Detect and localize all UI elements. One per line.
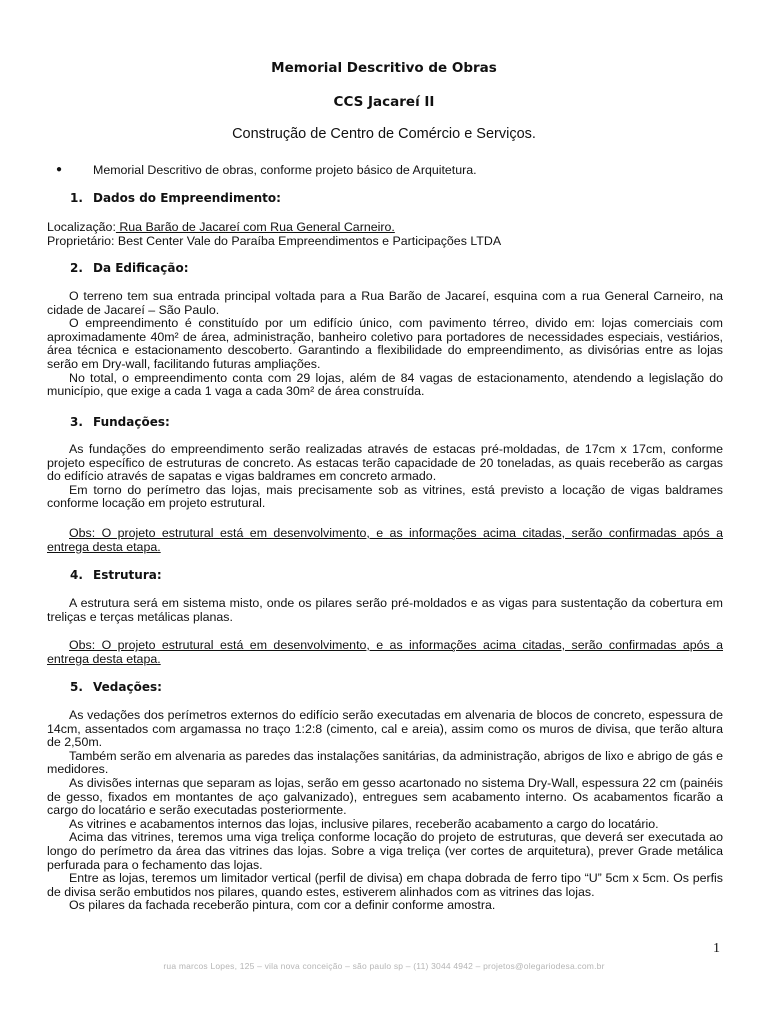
section-number: 5. [70, 680, 83, 694]
section-title: Da Edificação: [93, 261, 189, 275]
paragraph: O empreendimento é constituído por um edifício único, com pavimento térreo, divido em: lojas comerciais com aproximadamente 40m² de área, administração, banheiro coletivo para portadores de necessidades especiais, vestiários, área técnica e estacionamento descoberto. Garantindo a flexibilidade do empreendimento, as divisórias entre as lojas serão em Dry-wall, facilitando futuras ampliações. [47, 316, 723, 371]
paragraph: Também serão em alvenaria as paredes das instalações sanitárias, da administração, abrigos de lixo e abrigo de gás e medidores. [47, 748, 723, 777]
paragraph: O terreno tem sua entrada principal voltada para a Rua Barão de Jacareí, esquina com a rua General Carneiro, na cidade de Jacareí – São Paulo. [47, 289, 723, 317]
paragraph: As fundações do empreendimento serão realizadas através de estacas pré-moldadas, de 17cm x 17cm, conforme projeto específico de estruturas de concreto. As estacas terão capacidade de 20 toneladas, as quais receberão as cargas do edifício através de sapatas e vigas baldrames em concreto armado. [47, 442, 723, 484]
section-heading-1 [70, 192, 281, 206]
paragraph: As vitrines e acabamentos internos das lojas, inclusive pilares, receberão acabamento a cargo do locatário. [69, 816, 659, 831]
paragraph: A estrutura será em sistema misto, onde os pilares serão pré-moldados e as vigas para sustentação da cobertura em treliças e terças metálicas planas. [47, 596, 723, 624]
section-title: Vedações: [93, 680, 162, 694]
section-number: 3. [70, 415, 83, 429]
obs-note-1 [47, 527, 723, 554]
paragraph: Entre as lojas, teremos um limitador vertical (perfil de divisa) em chapa dobrada de ferro tipo “U” 5cm x 5cm. Os perfis de divisa serão embutidos nos pilares, quando estes, estiverem alinhados com as vitrines das lojas. [47, 871, 723, 899]
project-name: CCS Jacareí II [333, 94, 435, 110]
paragraph: Acima das vitrines, teremos uma viga treliça conforme locação do projeto de estruturas, que deverá ser executada ao longo do perímetro da área das vitrines das lojas. Sobre a viga treliça (ver cortes de arquitetura), prever Grade metálica perfurada para o fechamento das lojas. [47, 830, 723, 872]
paragraph: As divisões internas que separam as lojas, serão em gesso acartonado no sistema Dry-Wall, espessura 22 cm (painéis de gesso, fixados em montantes de aço galvanizado), entregues sem acabamento interno. Os acabamentos ficarão a cargo do locatário e serão executadas posteriormente. [47, 775, 723, 818]
section-title: Dados do Empreendimento: [93, 191, 281, 205]
section-heading-5 [70, 681, 162, 695]
section-heading-4 [70, 569, 162, 583]
paragraph: As vedações dos perímetros externos do edifício serão executadas em alvenaria de blocos de concreto, espessura de 14cm, assentados com argamassa no traço 1:2:8 (cimento, cal e areia), assim como os muros de divisa, que terão altura de 2,50m. [47, 708, 723, 750]
estrutura-block [47, 597, 723, 624]
section-title: Fundações: [93, 415, 170, 429]
vedacoes-block [47, 709, 723, 913]
document-subtitle: Construção de Centro de Comércio e Serviços. [232, 126, 536, 142]
section-title: Estrutura: [93, 568, 162, 582]
paragraph: Em torno do perímetro das lojas, mais precisamente sob as vitrines, está previsto a locação de vigas baldrames conforme locação em projeto estrutural. [47, 482, 723, 511]
localizacao-label: Localização: [47, 220, 116, 234]
section-heading-2 [70, 262, 189, 276]
section-number: 2. [70, 261, 83, 275]
page-number: 1 [713, 941, 720, 956]
page-footer: rua marcos Lopes, 125 – vila nova conceição – são paulo sp – (11) 3044 4942 – projetos@olegariodesa.com.br [163, 961, 605, 971]
localizacao-value: Rua Barão de Jacareí com Rua General Carneiro. [115, 220, 395, 234]
obs-text: Obs: O projeto estrutural está em desenvolvimento, e as informações acima citadas, serão confirmadas após a entrega desta etapa. [47, 526, 723, 554]
proprietario-line: Proprietário: Best Center Vale do Paraíba Empreendimentos e Participações LTDA [47, 233, 502, 248]
section-number: 4. [70, 568, 83, 582]
paragraph: No total, o empreendimento conta com 29 lojas, além de 84 vagas de estacionamento, atendendo a legislação do município, que exige a cada 1 vaga a cada 30m² de área construída. [47, 370, 723, 399]
fundacoes-block [47, 443, 723, 511]
section-heading-3 [70, 416, 170, 430]
dados-block [47, 221, 723, 248]
paragraph: Os pilares da fachada receberão pintura, com cor a definir conforme amostra. [69, 898, 496, 913]
bullet-icon: ● [56, 164, 63, 175]
document-title: Memorial Descritivo de Obras [271, 60, 497, 76]
obs-note-2 [47, 639, 723, 666]
intro-bullet-text: Memorial Descritivo de obras, conforme projeto básico de Arquitetura. [93, 163, 477, 177]
localizacao-line [47, 221, 723, 235]
edificacao-block [47, 290, 723, 399]
section-number: 1. [70, 191, 83, 205]
obs-text: Obs: O projeto estrutural está em desenvolvimento, e as informações acima citadas, serão confirmadas após a entrega desta etapa. [47, 638, 723, 666]
